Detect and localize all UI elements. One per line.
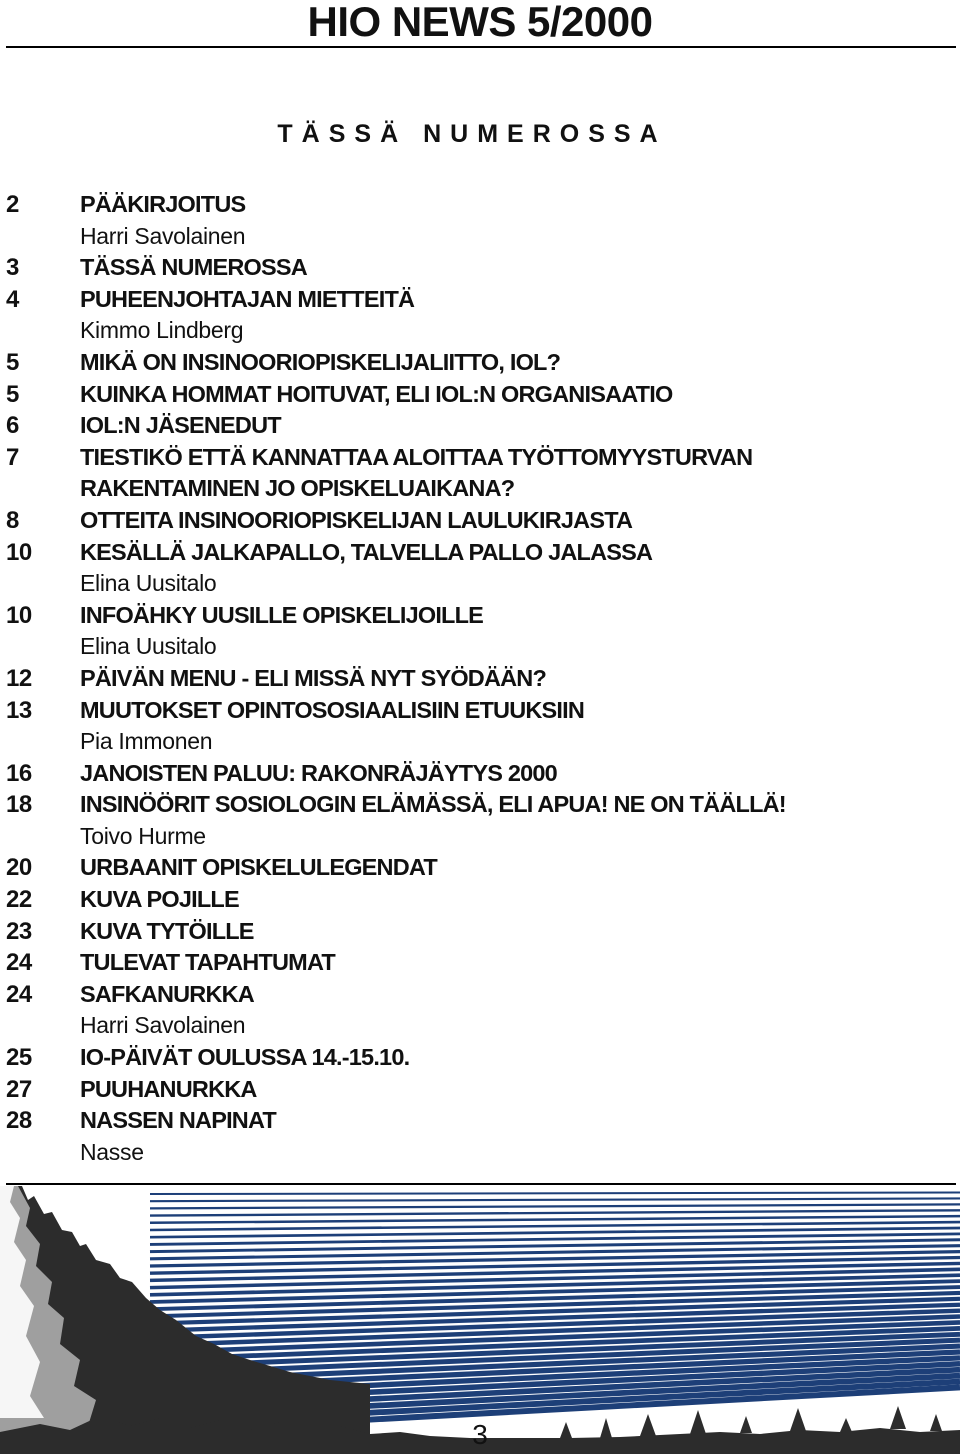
toc-entry	[0, 442, 960, 474]
toc-entry	[0, 347, 960, 379]
stripe-line	[150, 1204, 960, 1208]
toc-entry	[0, 379, 960, 411]
toc-entry	[0, 884, 960, 916]
toc-title: SAFKANURKKA	[80, 980, 254, 1007]
toc-page-number: 5	[6, 380, 19, 408]
toc-author	[0, 221, 960, 253]
toc-title: PUHEENJOHTAJAN MIETTEITÄ	[80, 285, 415, 312]
toc-entry	[0, 252, 960, 284]
toc-page-number: 6	[6, 412, 19, 440]
toc-entry	[0, 1074, 960, 1106]
toc-author-name: Nasse	[80, 1138, 144, 1165]
toc-title: IO-PÄIVÄT OULUSSA 14.-15.10.	[80, 1044, 410, 1071]
toc-entry	[0, 410, 960, 442]
toc-author-name: Elina Uusitalo	[80, 570, 217, 597]
toc-page-number: 24	[6, 980, 32, 1008]
toc-title: PÄÄKIRJOITUS	[80, 191, 246, 217]
toc-page-number: 8	[6, 506, 19, 534]
toc-page-number: 10	[6, 538, 32, 566]
toc-entry	[0, 189, 960, 221]
toc-title: KUVA POJILLE	[80, 886, 239, 913]
toc-author	[0, 821, 960, 853]
masthead: HIO NEWS 5/2000	[307, 0, 653, 45]
toc-page-number: 16	[6, 759, 32, 787]
toc-title: IOL:N JÄSENEDUT	[80, 412, 281, 439]
toc-author-name: Pia Immonen	[80, 728, 213, 755]
toc-page-number: 7	[6, 443, 19, 471]
toc-page-number: 3	[6, 254, 19, 282]
section-title: TÄSSÄ NUMEROSSA	[277, 120, 667, 148]
toc-title: NASSEN NAPINAT	[80, 1107, 276, 1134]
toc-page-number: 28	[6, 1107, 32, 1135]
toc-entry	[0, 789, 960, 821]
toc-entry	[0, 663, 960, 695]
toc-page-number: 5	[6, 348, 19, 376]
toc-author-name: Harri Savolainen	[80, 222, 246, 249]
toc-title: MIKÄ ON INSINOORIOPISKELIJALIITTO, IOL?	[80, 348, 561, 375]
top-rule	[6, 46, 956, 48]
toc-entry	[0, 505, 960, 537]
stripe-line	[150, 1216, 960, 1223]
toc-title-continuation-text: RAKENTAMINEN JO OPISKELUAIKANA?	[80, 475, 515, 502]
toc-author-name: Harri Savolainen	[80, 1012, 246, 1039]
toc-entry	[0, 758, 960, 790]
toc-title: MUUTOKSET OPINTOSOSIAALISIIN ETUUKSIIN	[80, 696, 585, 723]
toc-page-number: 24	[6, 949, 32, 977]
toc-entry	[0, 852, 960, 884]
toc-page-number: 13	[6, 696, 32, 724]
toc-title: OTTEITA INSINOORIOPISKELIJAN LAULUKIRJASTA	[80, 506, 633, 533]
toc-page-number: 2	[6, 191, 19, 218]
toc-entry	[0, 916, 960, 948]
toc-author-name: Elina Uusitalo	[80, 633, 217, 660]
toc-page-number: 4	[6, 285, 19, 313]
toc-page-number: 10	[6, 601, 32, 629]
toc-page-number: 23	[6, 917, 32, 945]
toc-title: PUUHANURKKA	[80, 1075, 257, 1102]
toc-title: INSINÖÖRIT SOSIOLOGIN ELÄMÄSSÄ, ELI APUA! NE ON TÄÄLLÄ!	[80, 791, 786, 818]
toc-title: PÄIVÄN MENU - ELI MISSÄ NYT SYÖDÄÄN?	[80, 664, 547, 691]
toc-title: KUINKA HOMMAT HOITUVAT, ELI IOL:N ORGANISAATIO	[80, 380, 673, 407]
toc-entry	[0, 1105, 960, 1137]
toc-page-number: 25	[6, 1044, 32, 1072]
toc-title-continuation	[0, 473, 960, 505]
toc-title: TIESTIKÖ ETTÄ KANNATTAA ALOITTAA TYÖTTOMYYSTURVAN	[80, 443, 753, 470]
toc-entry	[0, 979, 960, 1011]
toc-title: KESÄLLÄ JALKAPALLO, TALVELLA PALLO JALASSA	[80, 538, 653, 565]
toc-author-name: Toivo Hurme	[80, 822, 206, 849]
stripe-line	[150, 1193, 960, 1194]
toc-entry	[0, 947, 960, 979]
toc-entry	[0, 600, 960, 632]
toc-title: JANOISTEN PALUU: RAKONRÄJÄYTYS 2000	[80, 759, 557, 786]
toc-entry	[0, 284, 960, 316]
toc-entry	[0, 1042, 960, 1074]
toc-title: URBAANIT OPISKELULEGENDAT	[80, 854, 437, 881]
table-of-contents	[0, 189, 960, 1168]
stripe-line	[150, 1198, 960, 1201]
toc-title: TULEVAT TAPAHTUMAT	[80, 949, 335, 976]
toc-author	[0, 568, 960, 600]
toc-author	[0, 1137, 960, 1169]
mountain-over-stripes-icon	[0, 1186, 960, 1454]
toc-title: TÄSSÄ NUMEROSSA	[80, 254, 307, 281]
toc-entry	[0, 537, 960, 569]
toc-author	[0, 726, 960, 758]
toc-page-number: 27	[6, 1075, 32, 1103]
toc-entry	[0, 695, 960, 727]
toc-author	[0, 631, 960, 663]
toc-author-name: Kimmo Lindberg	[80, 317, 244, 344]
toc-author	[0, 1010, 960, 1042]
toc-page-number: 12	[6, 664, 32, 692]
toc-title: KUVA TYTÖILLE	[80, 917, 254, 944]
toc-page-number: 20	[6, 854, 32, 882]
bottom-rule	[6, 1183, 956, 1185]
toc-author	[0, 315, 960, 347]
toc-page-number: 18	[6, 791, 32, 819]
toc-page-number: 22	[6, 886, 32, 914]
stripe-line	[150, 1210, 960, 1215]
toc-title: INFOÄHKY UUSILLE OPISKELIJOILLE	[80, 601, 484, 628]
page-number: 3	[472, 1419, 488, 1450]
